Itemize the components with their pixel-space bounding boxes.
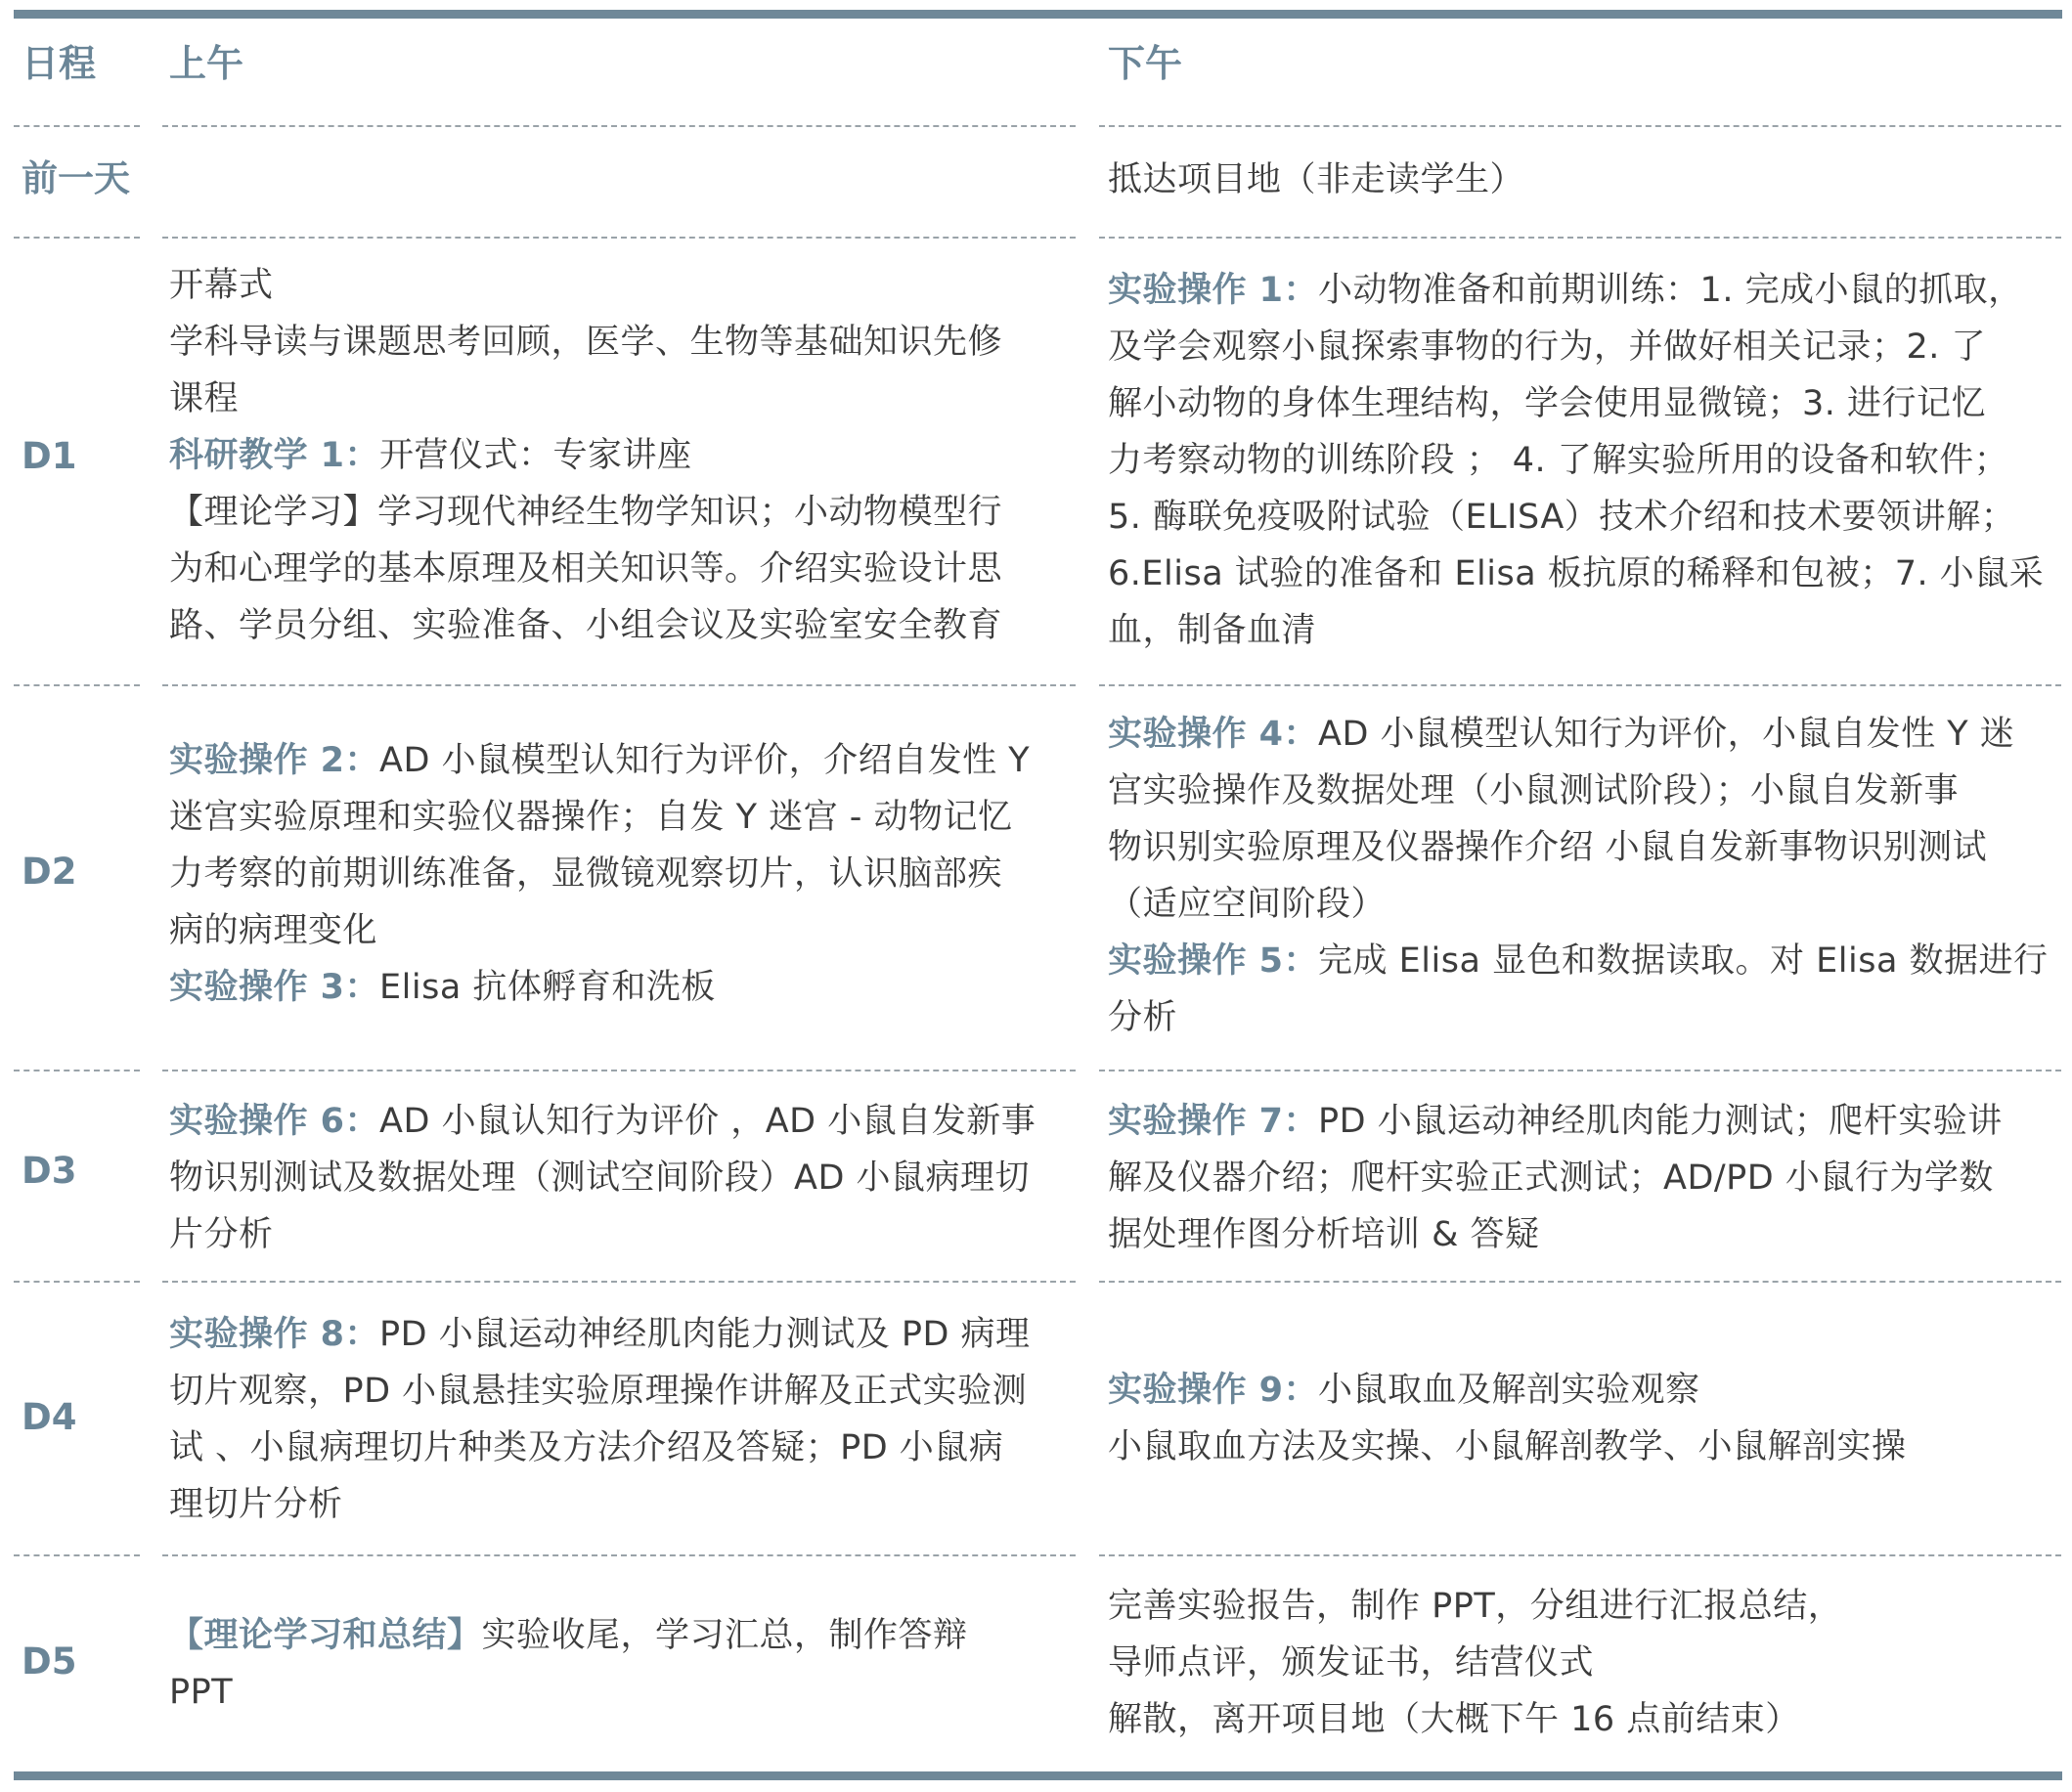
line-text: 分析 bbox=[1108, 998, 1178, 1037]
line-text: Elisa 抗体孵育和洗板 bbox=[379, 968, 716, 1007]
pm-line bbox=[1108, 1691, 1842, 1748]
line-text: 小动物准备和前期训练：1. 完成小鼠的抓取， bbox=[1318, 271, 2023, 310]
am-line bbox=[169, 484, 1002, 541]
day-label: D3 bbox=[22, 1150, 77, 1192]
pm-line bbox=[1108, 1419, 1907, 1475]
line-text: PD 小鼠运动神经肌肉能力测试；爬杆实验讲 bbox=[1318, 1102, 2003, 1141]
line-text: 解及仪器介绍；爬杆实验正式测试；AD/PD 小鼠行为学数 bbox=[1108, 1158, 1994, 1198]
activity-label: 实验操作 4： bbox=[1108, 715, 1319, 754]
activity-label: 实验操作 8： bbox=[169, 1315, 380, 1354]
day-label: D2 bbox=[22, 851, 77, 893]
dashed-separator bbox=[14, 684, 140, 686]
header-morning: 上午 bbox=[169, 42, 244, 85]
line-text: 切片观察，PD 小鼠悬挂实验原理操作讲解及正式实验测 bbox=[169, 1372, 1028, 1411]
dashed-separator bbox=[14, 237, 140, 239]
line-text: 理切片分析 bbox=[169, 1485, 343, 1524]
dashed-separator bbox=[162, 1281, 1076, 1283]
activity-label: 【理论学习和总结】 bbox=[169, 1616, 482, 1655]
pm-line bbox=[1108, 432, 2044, 489]
top-rule bbox=[14, 10, 2062, 19]
dashed-separator bbox=[1099, 125, 2061, 127]
line-text: 学科导读与课题思考回顾，医学、生物等基础知识先修 bbox=[169, 323, 1003, 362]
activity-label: 实验操作 3： bbox=[169, 968, 380, 1007]
line-text: 力考察的前期训练准备，显微镜观察切片，认识脑部疾 bbox=[169, 854, 1003, 894]
line-text: PD 小鼠运动神经肌肉能力测试及 PD 病理 bbox=[379, 1315, 1031, 1354]
dashed-separator bbox=[162, 684, 1076, 686]
am-line bbox=[169, 1363, 1031, 1420]
header-schedule: 日程 bbox=[22, 42, 97, 85]
line-text: 完成 Elisa 显色和数据读取。对 Elisa 数据进行 bbox=[1318, 941, 2049, 981]
am-line bbox=[169, 789, 1030, 846]
row-5-am bbox=[169, 1607, 968, 1721]
line-text: 解小动物的身体生理结构，学会使用显微镜；3. 进行记忆 bbox=[1108, 384, 1987, 423]
dashed-separator bbox=[1099, 1554, 2061, 1556]
am-line bbox=[169, 1150, 1036, 1206]
line-text: 宫实验操作及数据处理（小鼠测试阶段）；小鼠自发新事 bbox=[1108, 771, 1960, 810]
pm-line bbox=[1108, 933, 2049, 989]
dashed-separator bbox=[162, 125, 1076, 127]
pm-line bbox=[1108, 489, 2044, 546]
am-line bbox=[169, 959, 1030, 1016]
row-2-pm bbox=[1108, 706, 2049, 1046]
activity-label: 科研教学 1： bbox=[169, 436, 380, 475]
line-text: 血，制备血清 bbox=[1108, 611, 1317, 650]
line-text: 路、学员分组、实验准备、小组会议及实验室安全教育 bbox=[169, 606, 1003, 645]
line-text: AD 小鼠认知行为评价 ，AD 小鼠自发新事 bbox=[379, 1102, 1036, 1141]
row-2-am bbox=[169, 732, 1030, 1016]
line-text: PPT bbox=[169, 1673, 234, 1712]
line-text: AD 小鼠模型认知行为评价，小鼠自发性 Y 迷 bbox=[1318, 715, 2015, 754]
pm-line bbox=[1108, 262, 2044, 319]
dashed-separator bbox=[14, 1281, 140, 1283]
dashed-separator bbox=[14, 1070, 140, 1071]
pm-line bbox=[1108, 706, 2049, 763]
line-text: 开幕式 bbox=[169, 266, 274, 305]
row-1-am bbox=[169, 257, 1002, 654]
am-line bbox=[169, 427, 1002, 484]
line-text: AD 小鼠模型认知行为评价，介绍自发性 Y bbox=[379, 741, 1031, 780]
dashed-separator bbox=[162, 237, 1076, 239]
am-line bbox=[169, 1206, 1036, 1263]
row-0-pm bbox=[1108, 152, 1524, 208]
dashed-separator bbox=[1099, 237, 2061, 239]
am-line bbox=[169, 1306, 1031, 1363]
pm-line bbox=[1108, 819, 2049, 876]
am-line bbox=[169, 541, 1002, 597]
pm-line bbox=[1108, 1362, 1907, 1419]
line-text: 病的病理变化 bbox=[169, 911, 378, 950]
am-line bbox=[169, 1664, 968, 1721]
dashed-separator bbox=[1099, 1281, 2061, 1283]
pm-line bbox=[1108, 989, 2049, 1046]
pm-line bbox=[1108, 763, 2049, 819]
pm-line bbox=[1108, 1635, 1842, 1691]
line-text: 导师点评，颁发证书，结营仪式 bbox=[1108, 1643, 1595, 1683]
line-text: 解散，离开项目地（大概下午 16 点前结束） bbox=[1108, 1700, 1800, 1739]
row-4-pm bbox=[1108, 1362, 1907, 1475]
dashed-separator bbox=[14, 125, 140, 127]
dashed-separator bbox=[1099, 1070, 2061, 1071]
pm-line bbox=[1108, 1206, 2003, 1263]
activity-label: 实验操作 6： bbox=[169, 1102, 380, 1141]
activity-label: 实验操作 2： bbox=[169, 741, 380, 780]
am-line bbox=[169, 597, 1002, 654]
line-text: 实验收尾，学习汇总，制作答辩 bbox=[481, 1616, 968, 1655]
row-1-pm bbox=[1108, 262, 2044, 659]
dashed-separator bbox=[1099, 684, 2061, 686]
day-label: D4 bbox=[22, 1396, 77, 1438]
pm-line bbox=[1108, 602, 2044, 659]
pm-line bbox=[1108, 1578, 1842, 1635]
activity-label: 实验操作 1： bbox=[1108, 271, 1319, 310]
dashed-separator bbox=[162, 1554, 1076, 1556]
dashed-separator bbox=[14, 1554, 140, 1556]
line-text: 课程 bbox=[169, 379, 240, 418]
line-text: 【理论学习】学习现代神经生物学知识；小动物模型行 bbox=[169, 493, 1003, 532]
header-afternoon: 下午 bbox=[1108, 42, 1183, 85]
line-text: 据处理作图分析培训 & 答疑 bbox=[1108, 1215, 1540, 1254]
row-4-am bbox=[169, 1306, 1031, 1533]
line-text: 开营仪式：专家讲座 bbox=[379, 436, 692, 475]
line-text: 小鼠取血方法及实操、小鼠解剖教学、小鼠解剖实操 bbox=[1108, 1427, 1907, 1466]
line-text: 6.Elisa 试验的准备和 Elisa 板抗原的稀释和包被；7. 小鼠采 bbox=[1108, 554, 2045, 593]
row-3-am bbox=[169, 1093, 1036, 1263]
line-text: 及学会观察小鼠探索事物的行为，并做好相关记录；2. 了 bbox=[1108, 328, 1987, 367]
line-text: 5. 酶联免疫吸附试验（ELISA）技术介绍和技术要领讲解； bbox=[1108, 498, 2016, 537]
am-line bbox=[169, 1476, 1031, 1533]
line-text: 小鼠取血及解剖实验观察 bbox=[1318, 1371, 1700, 1410]
am-line bbox=[169, 314, 1002, 371]
line-text: 迷宫实验原理和实验仪器操作；自发 Y 迷宫 - 动物记忆 bbox=[169, 798, 1013, 837]
am-line bbox=[169, 1607, 968, 1664]
am-line bbox=[169, 1420, 1031, 1476]
pm-line bbox=[1108, 1150, 2003, 1206]
activity-label: 实验操作 7： bbox=[1108, 1102, 1319, 1141]
am-line bbox=[169, 732, 1030, 789]
am-line bbox=[169, 1093, 1036, 1150]
line-text: 试 、小鼠病理切片种类及方法介绍及答疑；PD 小鼠病 bbox=[169, 1428, 1004, 1467]
pm-line bbox=[1108, 876, 2049, 933]
am-line bbox=[169, 902, 1030, 959]
line-text: 抵达项目地（非走读学生） bbox=[1108, 160, 1525, 199]
line-text: 物识别实验原理及仪器操作介绍 小鼠自发新事物识别测试 bbox=[1108, 828, 1988, 867]
row-5-pm bbox=[1108, 1578, 1842, 1748]
pm-line bbox=[1108, 546, 2044, 602]
bottom-rule bbox=[14, 1771, 2062, 1780]
pm-line bbox=[1108, 152, 1524, 208]
line-text: 物识别测试及数据处理（测试空间阶段）AD 小鼠病理切 bbox=[169, 1158, 1031, 1198]
am-line bbox=[169, 846, 1030, 902]
row-3-pm bbox=[1108, 1093, 2003, 1263]
am-line bbox=[169, 257, 1002, 314]
day-label: D5 bbox=[22, 1640, 77, 1683]
pm-line bbox=[1108, 1093, 2003, 1150]
line-text: 完善实验报告，制作 PPT，分组进行汇报总结， bbox=[1108, 1587, 1843, 1626]
day-label: D1 bbox=[22, 435, 77, 477]
am-line bbox=[169, 371, 1002, 427]
activity-label: 实验操作 5： bbox=[1108, 941, 1319, 981]
pm-line bbox=[1108, 375, 2044, 432]
line-text: 片分析 bbox=[169, 1215, 274, 1254]
line-text: 为和心理学的基本原理及相关知识等。介绍实验设计思 bbox=[169, 549, 1003, 589]
pm-line bbox=[1108, 319, 2044, 375]
line-text: （适应空间阶段） bbox=[1108, 885, 1387, 924]
day-label: 前一天 bbox=[22, 157, 130, 199]
dashed-separator bbox=[162, 1070, 1076, 1071]
activity-label: 实验操作 9： bbox=[1108, 1371, 1319, 1410]
line-text: 力考察动物的训练阶段 ； 4. 了解实验所用的设备和软件； bbox=[1108, 441, 2009, 480]
